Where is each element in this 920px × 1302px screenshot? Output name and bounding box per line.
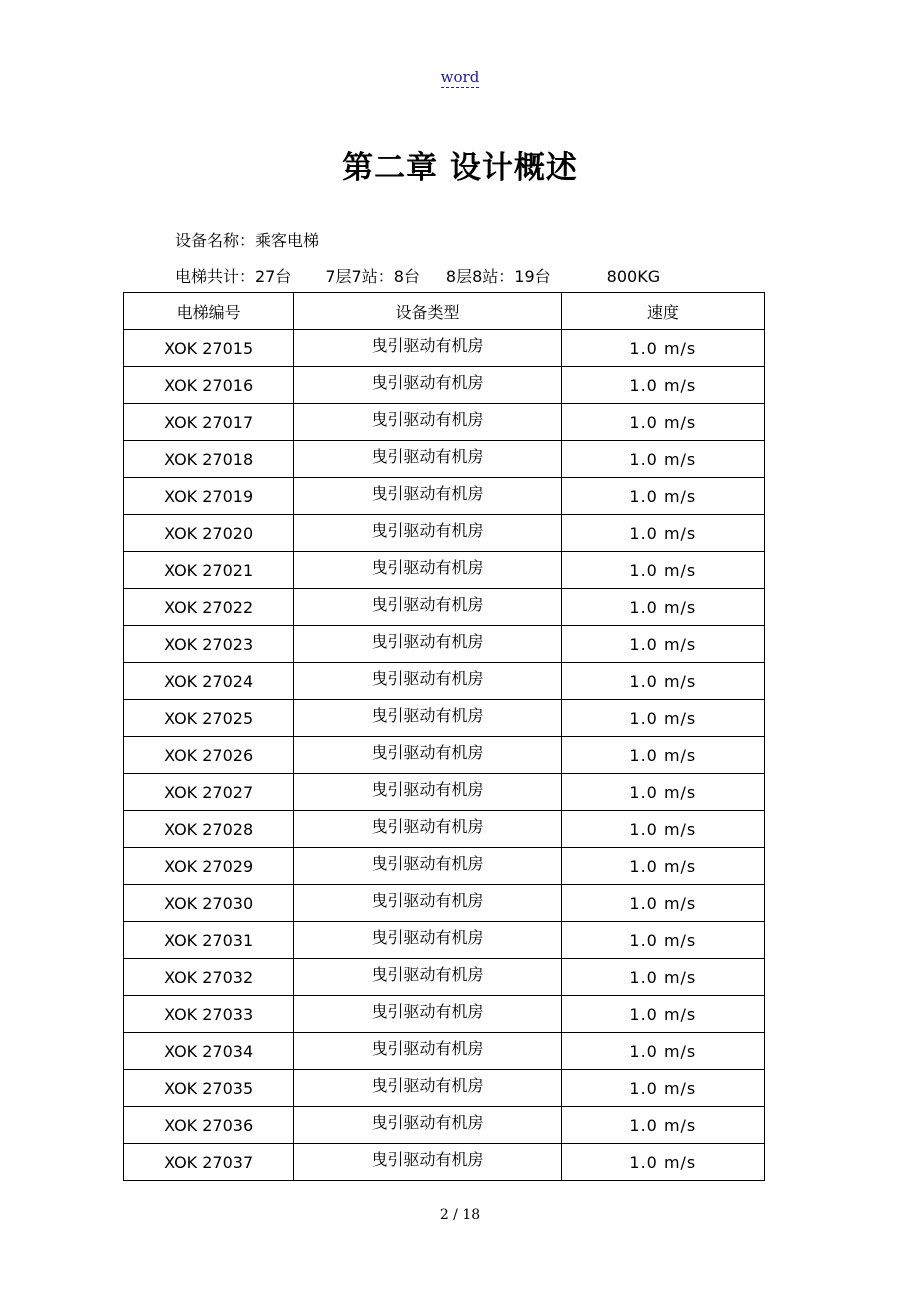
equipment-type-cell [294, 1107, 561, 1144]
equipment-type-text: 曳引驱动有机房 [371, 816, 484, 836]
equipment-type-cell [294, 1144, 561, 1181]
table-body [124, 330, 765, 1181]
equipment-type-text: 曳引驱动有机房 [371, 1038, 484, 1058]
speed-cell: 1.0 m/s [561, 478, 764, 515]
equipment-type-text: 曳引驱动有机房 [371, 1112, 484, 1132]
table-row [124, 737, 765, 774]
elevator-id-cell: XOK 27025 [124, 700, 294, 737]
equipment-type-text: 曳引驱动有机房 [371, 964, 484, 984]
speed-cell: 1.0 m/s [561, 959, 764, 996]
page-number: 2 / 18 [439, 1207, 481, 1223]
speed-cell: 1.0 m/s [561, 367, 764, 404]
equipment-type-cell [294, 515, 561, 552]
equipment-type-cell [294, 848, 561, 885]
equipment-type-cell [294, 774, 561, 811]
elevator-id-cell: XOK 27017 [124, 404, 294, 441]
speed-cell: 1.0 m/s [561, 1144, 764, 1181]
equipment-type-cell [294, 589, 561, 626]
table-row [124, 330, 765, 367]
table-header-row [124, 293, 765, 330]
equipment-type-cell [294, 404, 561, 441]
header-word-link-text[interactable]: word [440, 68, 480, 86]
equipment-type-text: 曳引驱动有机房 [371, 668, 484, 688]
table-row [124, 478, 765, 515]
equipment-type-text: 曳引驱动有机房 [371, 631, 484, 651]
speed-cell: 1.0 m/s [561, 330, 764, 367]
equipment-type-text: 曳引驱动有机房 [371, 890, 484, 910]
elevator-id-cell: XOK 27032 [124, 959, 294, 996]
elevator-table [123, 292, 765, 1181]
equipment-type-text: 曳引驱动有机房 [371, 1149, 484, 1169]
equipment-type-cell [294, 367, 561, 404]
equipment-type-text: 曳引驱动有机房 [371, 372, 484, 392]
equipment-type-text: 曳引驱动有机房 [371, 1075, 484, 1095]
equipment-type-cell [294, 885, 561, 922]
elevator-id-cell: XOK 27020 [124, 515, 294, 552]
elevator-id-cell: XOK 27021 [124, 552, 294, 589]
speed-cell: 1.0 m/s [561, 1107, 764, 1144]
equipment-type-text: 曳引驱动有机房 [371, 779, 484, 799]
elevator-id-cell: XOK 27028 [124, 811, 294, 848]
equipment-type-cell [294, 478, 561, 515]
elevator-id-cell: XOK 27030 [124, 885, 294, 922]
equipment-type-text: 曳引驱动有机房 [371, 520, 484, 540]
equipment-group-7-floors: 7层7站：8台 [325, 267, 420, 286]
column-header-id: 电梯编号 [124, 293, 294, 330]
equipment-group-8-floors: 8层8站：19台 [445, 267, 551, 286]
speed-cell: 1.0 m/s [561, 737, 764, 774]
table-row [124, 515, 765, 552]
speed-cell: 1.0 m/s [561, 774, 764, 811]
speed-cell: 1.0 m/s [561, 404, 764, 441]
speed-cell: 1.0 m/s [561, 700, 764, 737]
table-row [124, 885, 765, 922]
table-row [124, 552, 765, 589]
table-row [124, 848, 765, 885]
equipment-name-line: 设备名称：乘客电梯 [175, 231, 320, 250]
elevator-id-cell: XOK 27016 [124, 367, 294, 404]
speed-cell: 1.0 m/s [561, 885, 764, 922]
table-row [124, 774, 765, 811]
equipment-type-cell [294, 959, 561, 996]
speed-cell: 1.0 m/s [561, 663, 764, 700]
equipment-type-text: 曳引驱动有机房 [371, 853, 484, 873]
table-row [124, 811, 765, 848]
equipment-type-cell [294, 552, 561, 589]
elevator-id-cell: XOK 27022 [124, 589, 294, 626]
elevator-id-cell: XOK 27037 [124, 1144, 294, 1181]
elevator-id-cell: XOK 27027 [124, 774, 294, 811]
table-row [124, 1070, 765, 1107]
elevator-id-cell: XOK 27026 [124, 737, 294, 774]
table-row [124, 1107, 765, 1144]
table-row [124, 959, 765, 996]
speed-cell: 1.0 m/s [561, 1033, 764, 1070]
elevator-id-cell: XOK 27015 [124, 330, 294, 367]
speed-cell: 1.0 m/s [561, 1070, 764, 1107]
column-header-type: 设备类型 [294, 293, 561, 330]
table-row [124, 1033, 765, 1070]
elevator-id-cell: XOK 27033 [124, 996, 294, 1033]
equipment-total: 电梯共计：27台 [175, 267, 292, 286]
table-row [124, 1144, 765, 1181]
speed-cell: 1.0 m/s [561, 811, 764, 848]
elevator-id-cell: XOK 27029 [124, 848, 294, 885]
table-row [124, 996, 765, 1033]
column-header-speed: 速度 [561, 293, 764, 330]
elevator-id-cell: XOK 27023 [124, 626, 294, 663]
equipment-type-cell [294, 922, 561, 959]
table-row [124, 922, 765, 959]
elevator-id-cell: XOK 27019 [124, 478, 294, 515]
equipment-type-text: 曳引驱动有机房 [371, 705, 484, 725]
elevator-id-cell: XOK 27035 [124, 1070, 294, 1107]
equipment-type-cell [294, 996, 561, 1033]
equipment-type-cell [294, 700, 561, 737]
elevator-id-cell: XOK 27034 [124, 1033, 294, 1070]
equipment-load: 800KG [606, 267, 661, 286]
speed-cell: 1.0 m/s [561, 848, 764, 885]
elevator-id-cell: XOK 27018 [124, 441, 294, 478]
speed-cell: 1.0 m/s [561, 996, 764, 1033]
equipment-type-text: 曳引驱动有机房 [371, 335, 484, 355]
elevator-id-cell: XOK 27024 [124, 663, 294, 700]
speed-cell: 1.0 m/s [561, 626, 764, 663]
speed-cell: 1.0 m/s [561, 441, 764, 478]
equipment-type-text: 曳引驱动有机房 [371, 1001, 484, 1021]
equipment-type-text: 曳引驱动有机房 [371, 409, 484, 429]
elevator-id-cell: XOK 27031 [124, 922, 294, 959]
speed-cell: 1.0 m/s [561, 552, 764, 589]
equipment-type-text: 曳引驱动有机房 [371, 742, 484, 762]
equipment-type-cell [294, 1033, 561, 1070]
elevator-id-cell: XOK 27036 [124, 1107, 294, 1144]
header-word-link[interactable] [0, 68, 920, 86]
table-row [124, 367, 765, 404]
equipment-type-cell [294, 663, 561, 700]
table-row [124, 663, 765, 700]
equipment-type-cell [294, 441, 561, 478]
speed-cell: 1.0 m/s [561, 515, 764, 552]
equipment-count-line [175, 264, 660, 287]
table-row [124, 700, 765, 737]
speed-cell: 1.0 m/s [561, 922, 764, 959]
equipment-type-cell [294, 1070, 561, 1107]
equipment-type-cell [294, 737, 561, 774]
chapter-title: 第二章 设计概述 [342, 150, 578, 186]
equipment-type-text: 曳引驱动有机房 [371, 483, 484, 503]
speed-cell: 1.0 m/s [561, 589, 764, 626]
equipment-type-cell [294, 811, 561, 848]
table-row [124, 626, 765, 663]
equipment-type-cell [294, 626, 561, 663]
table-row [124, 404, 765, 441]
equipment-type-text: 曳引驱动有机房 [371, 594, 484, 614]
equipment-type-cell [294, 330, 561, 367]
table-row [124, 441, 765, 478]
equipment-type-text: 曳引驱动有机房 [371, 557, 484, 577]
table-row [124, 589, 765, 626]
equipment-type-text: 曳引驱动有机房 [371, 446, 484, 466]
equipment-type-text: 曳引驱动有机房 [371, 927, 484, 947]
